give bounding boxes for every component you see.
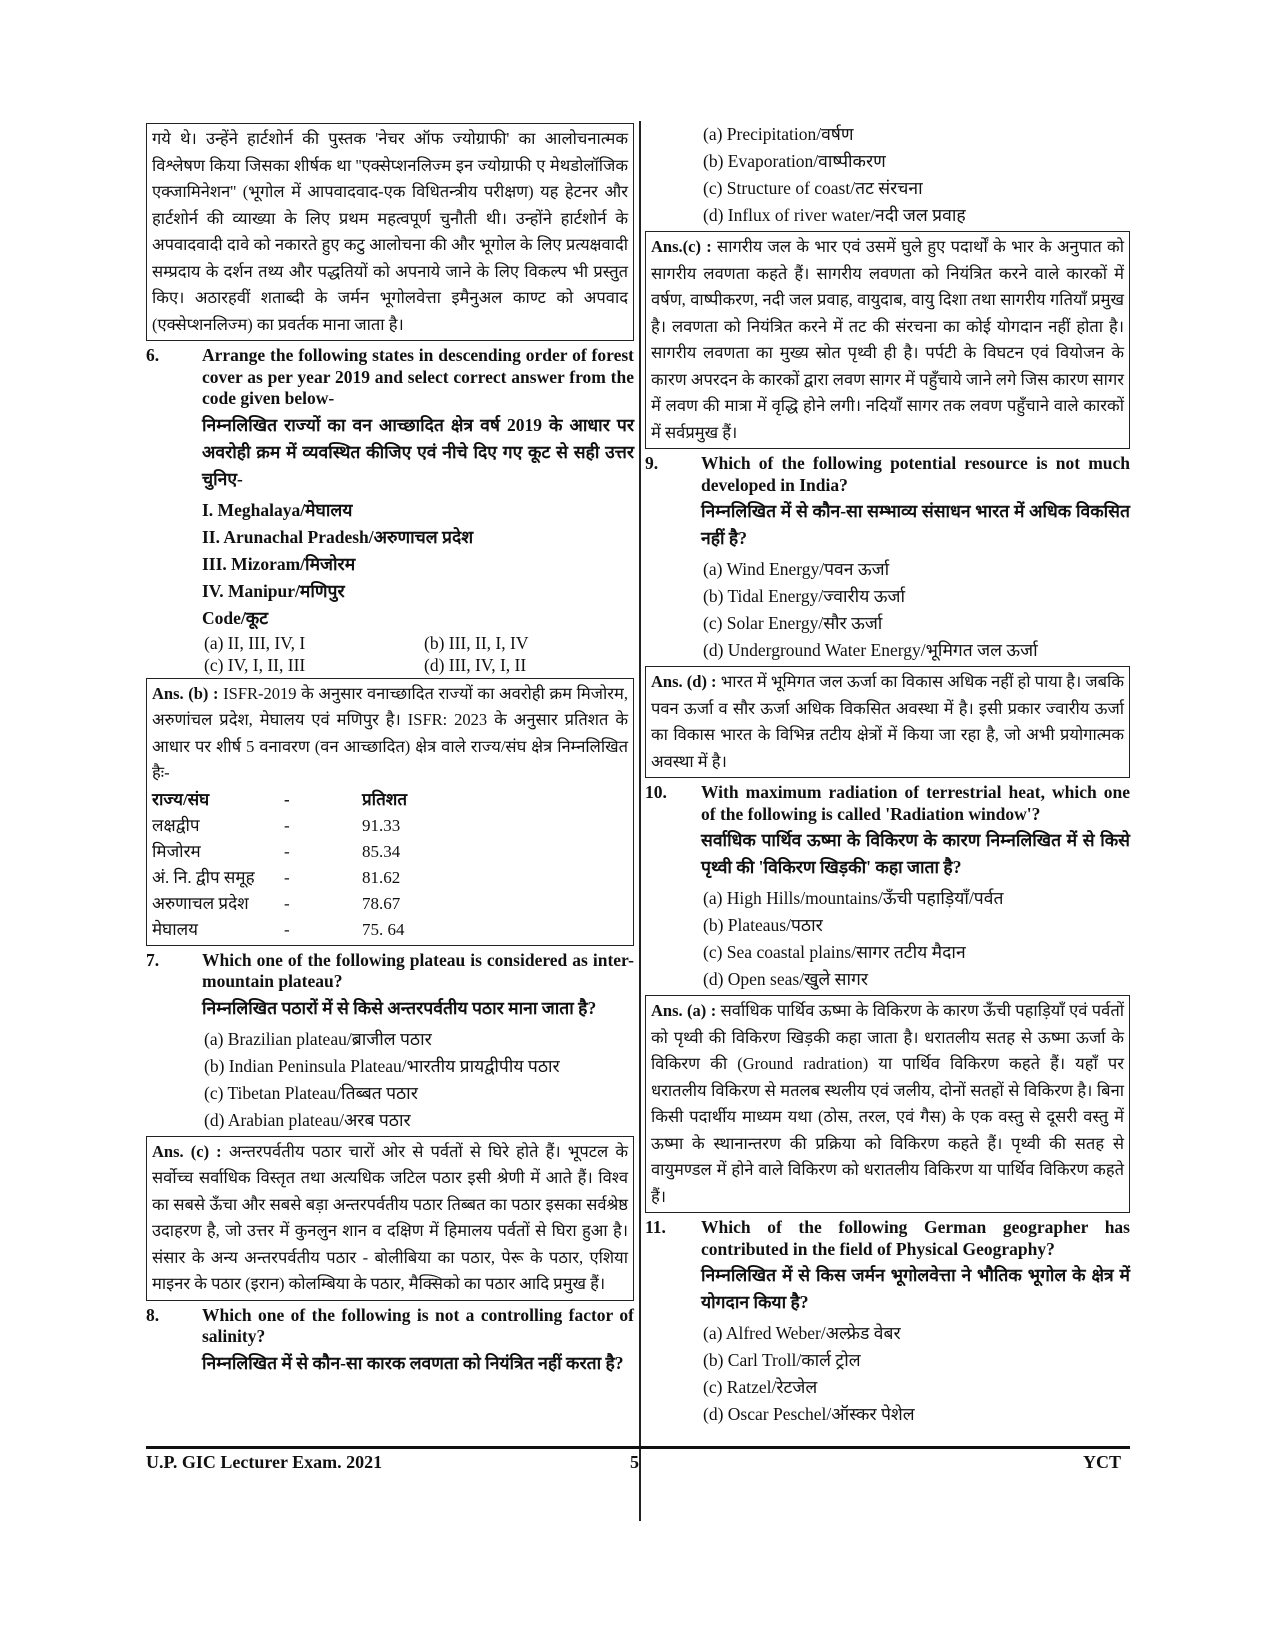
question-text-en: Which one of the following plateau is considered as inter-mountain plateau? bbox=[202, 949, 634, 991]
footer-rule bbox=[146, 1446, 1130, 1449]
q6-answer-box bbox=[146, 678, 634, 946]
answer-text: भारत में भूमिगत जल ऊर्जा का विकास अधिक नहीं हो पाया है। जबकि पवन ऊर्जा व सौर ऊर्जा अधिक विकसित अवस्था में है। इसी प्रकार ज्वारीय ऊर्जा का विकास भारत के विभिन्न तटीय क्षेत्रों में किया जा रहा है, जो अभी प्रयोगात्मक अवस्था में है। bbox=[651, 672, 1125, 771]
question-text-en: Which of the following German geographer has contributed in the field of Physical Geography? bbox=[701, 1217, 1130, 1259]
option-b: (b) Carl Troll/कार्ल ट्रोल bbox=[703, 1350, 861, 1370]
question-number: 10. bbox=[645, 782, 667, 802]
isfr-table bbox=[152, 787, 628, 943]
option-a: (a) Brazilian plateau/ब्राजील पठार bbox=[204, 1028, 432, 1049]
option-b: (b) III, II, I, IV bbox=[424, 632, 529, 653]
page-number: 5 bbox=[630, 1452, 639, 1472]
intro-answer-box bbox=[146, 123, 634, 341]
header-cell: - bbox=[284, 789, 290, 809]
footer-brand: YCT bbox=[1083, 1452, 1122, 1472]
option-b: (b) Indian Peninsula Plateau/भारतीय प्रायद्वीपीय पठार bbox=[204, 1055, 560, 1076]
answer-label: Ans. (b) : bbox=[152, 683, 219, 703]
q11-options bbox=[645, 1320, 1130, 1428]
table-cell: 91.33 bbox=[362, 815, 401, 835]
question-9 bbox=[645, 453, 1130, 552]
table-cell: - bbox=[284, 893, 290, 913]
question-text-hi: निम्नलिखित में से कौन-सा सम्भाव्य संसाधन भारत में अधिक विकसित नहीं है? bbox=[701, 501, 1130, 548]
question-6 bbox=[146, 345, 634, 493]
option-d: (d) Open seas/खुले सागर bbox=[703, 969, 869, 989]
question-number: 9. bbox=[645, 453, 659, 473]
option-d: (d) III, IV, I, II bbox=[424, 654, 527, 675]
table-row bbox=[152, 865, 628, 891]
q10-options bbox=[645, 885, 1130, 993]
option-d: (d) Oscar Peschel/ऑस्कर पेशेल bbox=[703, 1404, 915, 1424]
option-c: (c) Ratzel/रेटजेल bbox=[703, 1377, 818, 1397]
q10-answer-box bbox=[645, 995, 1130, 1213]
q7-options bbox=[146, 1026, 634, 1134]
right-column bbox=[645, 121, 1130, 1428]
question-text-hi: निम्नलिखित राज्यों का वन आच्छादित क्षेत्र वर्ष 2019 के आधार पर अवरोही क्रम में व्यवस्थित कीजिए एवं नीचे दिए गए कूट से सही उत्तर चुनिए- bbox=[202, 414, 634, 489]
question-text-en: Arrange the following states in descending order of forest cover as per year 2019 and select correct answer from the code given below- bbox=[202, 345, 634, 408]
table-cell: मिजोरम bbox=[152, 841, 201, 861]
answer-label: Ans. (d) : bbox=[651, 672, 717, 691]
table-cell: लक्षद्वीप bbox=[152, 815, 200, 835]
header-cell: राज्य/संघ bbox=[152, 789, 210, 809]
option-c: (c) IV, I, II, III bbox=[204, 654, 306, 675]
table-row bbox=[152, 839, 628, 865]
answer-text: अन्तरपर्वतीय पठार चारों ओर से पर्वतों से घिरे होते हैं। भूपटल के सर्वोच्च सर्वाधिक विस्तृत तथा अत्यधिक जटिल पठार इसी श्रेणी में आते हैं। विश्व का सबसे ऊँचा और सबसे बड़ा अन्तरपर्वतीय पठार तिब्बत का पठार इसका सर्वश्रेष्ठ उदाहरण है, जो उत्तर में कुनलुन शान व दक्षिण में हिमालय पर्वतों से घिरा हुआ है। संसार के अन्य अन्तरपर्वतीय पठार - बोलीबिया का पठार, पेरू के पठार, एशिया माइनर के पठार (इरान) कोलम्बिया के पठार, मैक्सिको का पठार आदि प्रमुख हैं। bbox=[152, 1141, 629, 1293]
question-7 bbox=[146, 950, 634, 1022]
list-item: IV. Manipur/मणिपुर bbox=[202, 580, 345, 601]
question-8 bbox=[146, 1305, 634, 1377]
question-number: 8. bbox=[146, 1304, 160, 1325]
q9-answer-box bbox=[645, 666, 1130, 778]
table-row bbox=[152, 813, 628, 839]
q8-options bbox=[645, 121, 1130, 229]
option-d: (d) Arabian plateau/अरब पठार bbox=[204, 1109, 411, 1130]
question-text-en: Which one of the following is not a controlling factor of salinity? bbox=[202, 1304, 634, 1346]
question-text-hi: निम्नलिखित में से किस जर्मन भूगोलवेत्ता ने भौतिक भूगोल के क्षेत्र में योगदान किया है? bbox=[701, 1265, 1130, 1312]
question-text-hi: निम्नलिखित पठारों में से किसे अन्तरपर्वतीय पठार माना जाता है? bbox=[202, 997, 597, 1018]
q6-items bbox=[146, 497, 634, 632]
option-a: (a) II, III, IV, I bbox=[204, 632, 306, 653]
table-cell: 85.34 bbox=[362, 841, 401, 861]
question-text-hi: निम्नलिखित में से कौन-सा कारक लवणता को नियंत्रित नहीं करता है? bbox=[202, 1352, 624, 1373]
option-a: (a) Alfred Weber/अल्फ्रेड वेबर bbox=[703, 1323, 901, 1343]
question-11 bbox=[645, 1217, 1130, 1316]
question-text-en: With maximum radiation of terrestrial heat, which one of the following is called 'Radiation window'? bbox=[701, 782, 1130, 824]
question-text-en: Which of the following potential resource is not much developed in India? bbox=[701, 453, 1130, 495]
table-row bbox=[152, 891, 628, 917]
option-a: (a) High Hills/mountains/ऊँची पहाड़ियाँ/पर्वत bbox=[703, 888, 1004, 908]
option-a: (a) Wind Energy/पवन ऊर्जा bbox=[703, 559, 890, 579]
question-number: 7. bbox=[146, 949, 160, 970]
footer-exam-name: U.P. GIC Lecturer Exam. 2021 bbox=[146, 1452, 383, 1472]
table-cell: मेघालय bbox=[152, 919, 199, 939]
question-text-hi: सर्वाधिक पार्थिव ऊष्मा के विकिरण के कारण निम्नलिखित में से किसे पृथ्वी की 'विकिरण खिड़की' कहा जाता है? bbox=[701, 830, 1130, 877]
question-10 bbox=[645, 782, 1130, 881]
option-c: (c) Solar Energy/सौर ऊर्जा bbox=[703, 613, 883, 633]
table-row bbox=[152, 917, 628, 943]
table-cell: - bbox=[284, 919, 290, 939]
option-c: (c) Tibetan Plateau/तिब्बत पठार bbox=[204, 1082, 418, 1103]
code-label: Code/कूट bbox=[202, 607, 269, 628]
table-cell: - bbox=[284, 867, 290, 887]
answer-label: Ans.(c) : bbox=[651, 237, 712, 256]
option-d: (d) Influx of river water/नदी जल प्रवाह bbox=[703, 205, 966, 225]
q6-options bbox=[146, 632, 634, 676]
q7-answer-box bbox=[146, 1136, 634, 1301]
left-column bbox=[146, 121, 634, 1381]
list-item: II. Arunachal Pradesh/अरुणाचल प्रदेश bbox=[202, 526, 474, 547]
option-a: (a) Precipitation/वर्षण bbox=[703, 124, 854, 144]
table-cell: - bbox=[284, 841, 290, 861]
table-cell: अरुणाचल प्रदेश bbox=[152, 893, 249, 913]
answer-text: सागरीय जल के भार एवं उसमें घुले हुए पदार्थों के भार के अनुपात को सागरीय लवणता कहते हैं। सागरीय लवणता को नियंत्रित करने वाले कारकों में वर्षण, वाष्पीकरण, नदी जल प्रवाह, वायुदाब, वायु दिशा तथा सागरीय गतियाँ प्रमुख है। लवणता को नियंत्रित करने में तट की संरचना का कोई योगदान नहीं होता है। सागरीय लवणता का मुख्य स्रोत पृथ्वी ही है। पर्पटी के विघटन एवं वियोजन के कारण अपरदन के कारकों द्वारा लवण सागर में पहुँचाये जाने लगे जिस कारण सागर में लवण की मात्रा में वृद्धि होने लगी। नदियाँ सागर तक लवण पहुँचाने वाले कारकों में सर्वप्रमुख हैं। bbox=[651, 237, 1125, 442]
table-cell: 81.62 bbox=[362, 867, 401, 887]
option-c: (c) Structure of coast/तट संरचना bbox=[703, 178, 923, 198]
answer-label: Ans. (a) : bbox=[651, 1001, 717, 1020]
column-divider bbox=[639, 121, 641, 1521]
table-cell: 78.67 bbox=[362, 893, 401, 913]
option-b: (b) Evaporation/वाष्पीकरण bbox=[703, 151, 886, 171]
intro-text: गये थे। उन्हेंने हार्टशोर्न की पुस्तक 'नेचर ऑफ ज्योग्राफी' का आलोचनात्मक विश्लेषण किया जिसका शीर्षक था ''एक्सेप्शनलिज्म इन ज्योग्राफी ए मेथडोलॉजिक एक्जामिनेशन'' (भूगोल में आपवादवाद-एक विधितन्त्रीय परीक्षण) यह हेटनर और हार्टशोर्न की व्याख्या के लिए प्रथम महत्वपूर्ण चुनौती थी। उन्होंने हार्टशोर्न के अपवादवादी दावे को नकारते हुए कटु आलोचना की और भूगोल के लिए प्रत्यक्षवादी सम्प्रदाय के दर्शन तथ्य और पद्धतियों को अपनाये जाने के लिए विकल्प भी प्रस्तुत किए। अठारहवीं शताब्दी के जर्मन भूगोलवेत्ता इमैनुअल काण्ट को अपवाद (एक्सेप्शनलिज्म) का प्रवर्तक माना जाता है। bbox=[152, 129, 628, 334]
q9-options bbox=[645, 556, 1130, 664]
option-b: (b) Tidal Energy/ज्वारीय ऊर्जा bbox=[703, 586, 905, 606]
answer-text: ISFR-2019 के अनुसार वनाच्छादित राज्यों का अवरोही क्रम मिजोरम, अरुणांचल प्रदेश, मेघालय एवं मणिपुर है। ISFR: 2023 के अनुसार प्रतिशत के आधार पर शीर्ष 5 वनावरण (वन आच्छादित) क्षेत्र वाले राज्य/संघ क्षेत्र निम्नलिखित हैः- bbox=[152, 683, 628, 782]
option-d: (d) Underground Water Energy/भूमिगत जल ऊर्जा bbox=[703, 640, 1038, 660]
q8-answer-box bbox=[645, 231, 1130, 449]
option-c: (c) Sea coastal plains/सागर तटीय मैदान bbox=[703, 942, 966, 962]
list-item: I. Meghalaya/मेघालय bbox=[202, 499, 353, 520]
list-item: III. Mizoram/मिजोरम bbox=[202, 553, 356, 574]
table-cell: अं. नि. द्वीप समूह bbox=[152, 867, 255, 887]
table-header bbox=[152, 787, 628, 813]
question-number: 11. bbox=[645, 1217, 666, 1237]
table-cell: 75. 64 bbox=[362, 919, 405, 939]
option-b: (b) Plateaus/पठार bbox=[703, 915, 823, 935]
answer-text: सर्वाधिक पार्थिव ऊष्मा के विकिरण के कारण ऊँची पहाड़ियाँ एवं पर्वतों को पृथ्वी की विकिरण खिड़की कहा जाता है। धरातलीय सतह से ऊष्मा ऊर्जा के विकिरण की (Ground radration) या पार्थिव विकिरण कहते हैं। यहाँ पर धरातलीय विकिरण से मतलब स्थलीय एवं जलीय, दोनों सतहों से विकिरण है। बिना किसी पदार्थीय माध्यम यथा (ठोस, तरल, एवं गैस) के एक वस्तु से दूसरी वस्तु में ऊष्मा के स्थानान्तरण की प्रक्रिया को विकिरण कहते हैं। पृथ्वी की सतह से वायुमण्डल में होने वाले विकिरण को धरातलीय विकिरण या पार्थिव विकिरण कहते हैं। bbox=[651, 1001, 1125, 1206]
question-number: 6. bbox=[146, 345, 160, 365]
table-cell: - bbox=[284, 815, 290, 835]
answer-label: Ans. (c) : bbox=[152, 1141, 222, 1161]
header-cell: प्रतिशत bbox=[362, 789, 408, 809]
